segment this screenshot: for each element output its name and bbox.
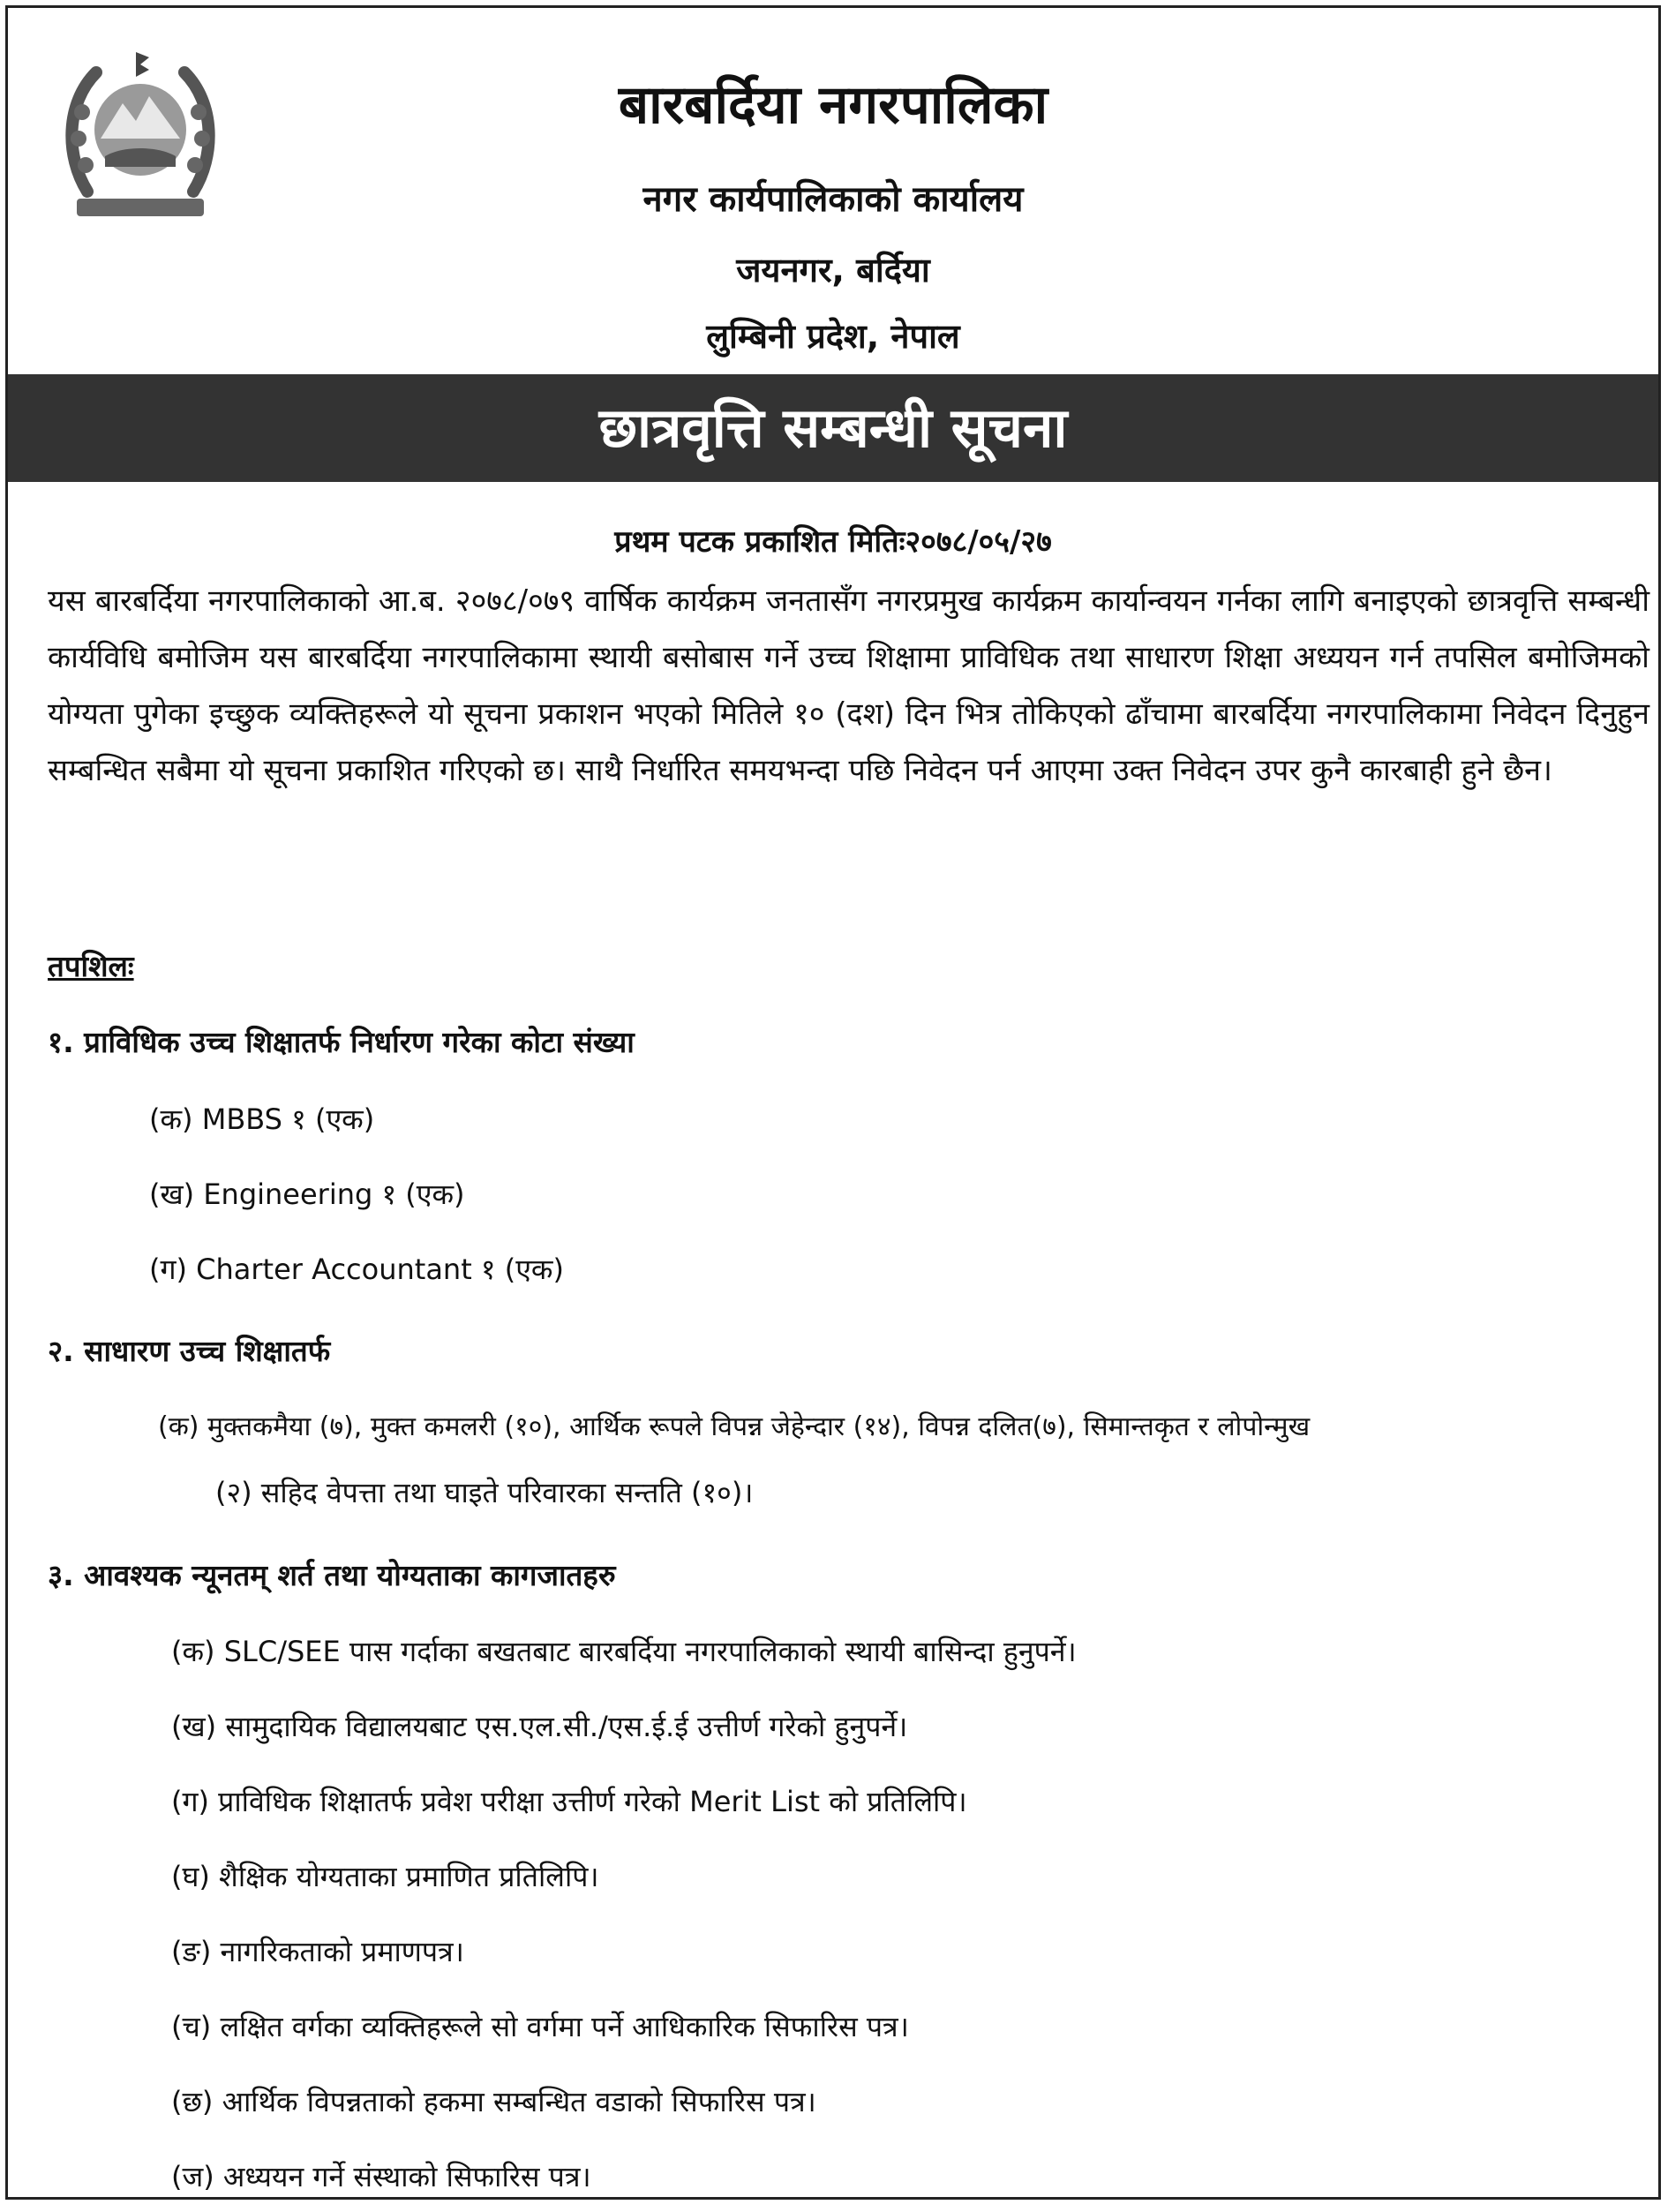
- section3-item: (च) लक्षित वर्गका व्यक्तिहरूले सो वर्गमा पर्ने आधिकारिक सिफारिस पत्र।: [171, 2010, 909, 2043]
- notice-title-banner: छात्रवृत्ति सम्बन्धी सूचना: [8, 374, 1658, 482]
- section3-item: (ख) सामुदायिक विद्यालयबाट एस.एल.सी./एस.ई.ई उत्तीर्ण गरेको हुनुपर्ने।: [171, 1710, 908, 1743]
- province-country: लुम्बिनी प्रदेश, नेपाल: [706, 317, 960, 356]
- notice-page: [5, 5, 1661, 2200]
- section3-heading: ३. आवश्यक न्यूनतम् शर्त तथा योग्यताका कागजातहरु: [48, 1558, 616, 1592]
- tapsil-label: तपशिलः: [48, 949, 134, 983]
- section2-heading: २. साधारण उच्च शिक्षातर्फ: [48, 1334, 331, 1368]
- section1-heading: १. प्राविधिक उच्च शिक्षातर्फ निर्धारण गरेका कोटा संख्या: [48, 1025, 635, 1059]
- office-name: नगर कार्यपालिकाको कार्यालय: [642, 179, 1024, 220]
- section3-item: (ज) अध्ययन गर्ने संस्थाको सिफारिस पत्र।: [171, 2160, 591, 2193]
- notice-body-paragraph: यस बारबर्दिया नगरपालिकाको आ.ब. २०७८/०७९ वार्षिक कार्यक्रम जनतासँग नगरप्रमुख कार्यक्रम कार्यान्वयन गर्नका लागि बनाइएको छात्रवृत्ति सम्बन्धी कार्यविधि बमोजिम यस बारबर्दिया नगरपालिकामा स्थायी बसोबास गर्ने उच्च शिक्षामा प्राविधिक तथा साधारण शिक्षा अध्ययन गर्न तपसिल बमोजिमको योग्यता पुगेका इच्छुक व्यक्तिहरूले यो सूचना प्रकाशन भएको मितिले १० (दश) दिन भित्र तोकिएको ढाँचामा बारबर्दिया नगरपालिकामा निवेदन दिनुहुन सम्बन्धित सबैमा यो सूचना प्रकाशित गरिएको छ। साथै निर्धारित समयभन्दा पछि निवेदन पर्न आएमा उक्त निवेदन उपर कुनै कारबाही हुने छैन।: [48, 583, 1649, 788]
- publication-date: प्रथम पटक प्रकाशित मितिः२०७८/०५/२७: [614, 524, 1052, 560]
- letterhead: [8, 8, 1658, 361]
- section1-item: (ख) Engineering १ (एक): [149, 1177, 465, 1211]
- section2-line: (२) सहिद वेपत्ता तथा घाइते परिवारका सन्तति (१०)।: [215, 1476, 754, 1509]
- section1-item: (ग) Charter Accountant १ (एक): [149, 1253, 564, 1286]
- section3-item: (छ) आर्थिक विपन्नताको हकमा सम्बन्धित वडाको सिफारिस पत्र।: [171, 2085, 816, 2118]
- section2-line: (क) मुक्तकमैया (७), मुक्त कमलरी (१०), आर्थिक रूपले विपन्न जेहेन्दार (१४), विपन्न दलित(७), सिमान्तकृत र लोपोन्मुख: [158, 1411, 1311, 1442]
- section3-item: (ग) प्राविधिक शिक्षातर्फ प्रवेश परीक्षा उत्तीर्ण गरेको Merit List को प्रतिलिपि।: [171, 1785, 967, 1818]
- section3-item: (ङ) नागरिकताको प्रमाणपत्र।: [171, 1935, 464, 1968]
- municipality-name: बारबर्दिया नगरपालिका: [618, 74, 1048, 136]
- section3-item: (घ) शैक्षिक योग्यताका प्रमाणित प्रतिलिपि।: [171, 1860, 599, 1893]
- office-location: जयनगर, बर्दिया: [736, 251, 930, 290]
- section1-item: (क) MBBS १ (एक): [149, 1102, 375, 1136]
- section3-item: (क) SLC/SEE पास गर्दाका बखतबाट बारबर्दिया नगरपालिकाको स्थायी बासिन्दा हुनुपर्ने।: [171, 1635, 1077, 1668]
